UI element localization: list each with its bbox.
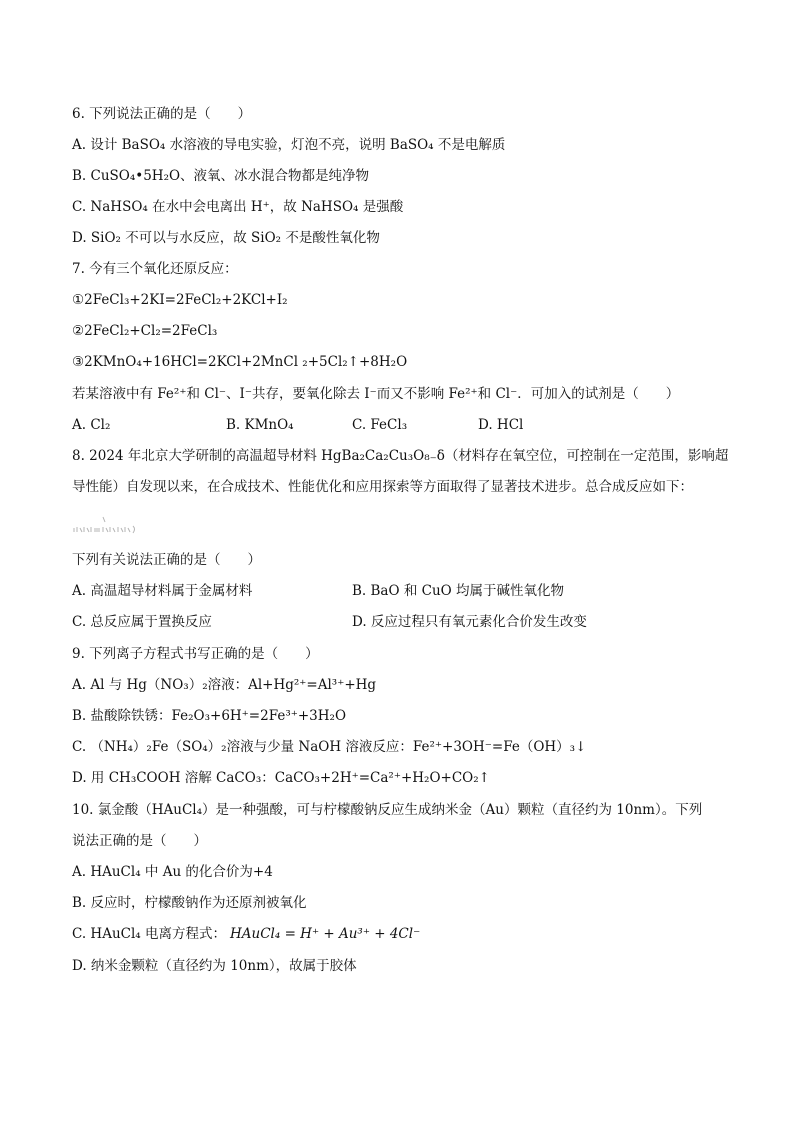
q7-option-a: A. Cl₂ [72,417,111,433]
q7-option-c: C. FeCl₃ [352,417,408,433]
q7-stem: 7. 今有三个氧化还原反应： [72,261,238,277]
q10-option-d: D. 纳米金颗粒（直径约为 10nm），故属于胶体 [72,958,357,974]
q7-option-b: B. KMnO₄ [226,417,294,433]
q10-option-c [72,924,420,944]
q6-option-c: C. NaHSO₄ 在水中会电离出 H⁺，故 NaHSO₄ 是强酸 [72,199,404,215]
q7-reaction-2: ②2FeCl₂+Cl₂=2FeCl₃ [72,323,218,339]
q6-stem: 6. 下列说法正确的是（ ） [72,106,252,122]
q9-option-b: B. 盐酸除铁锈：Fe₂O₃+6H⁺=2Fe³⁺+3H₂O [72,708,347,724]
q7-reaction-3: ③2KMnO₄+16HCl=2KCl+2MnCl ₂+5Cl₂↑+8H₂O [72,354,408,370]
q6-option-d: D. SiO₂ 不可以与水反应，故 SiO₂ 不是酸性氧化物 [72,230,380,246]
q8-question: 下列有关说法正确的是（ ） [72,552,261,568]
q8-option-a: A. 高温超导材料属于金属材料 [72,583,253,599]
q9-stem: 9. 下列离子方程式书写正确的是（ ） [72,646,319,662]
q10-ionization-equation: HAuCl₄ = H⁺ + Au³⁺ + 4Cl⁻ [230,926,421,942]
q10-option-b: B. 反应时，柠檬酸钠作为还原剂被氧化 [72,895,307,911]
q6-option-a: A. 设计 BaSO₄ 水溶液的导电实验，灯泡不亮，说明 BaSO₄ 不是电解质 [72,137,506,153]
q8-reaction-equation-image [72,514,138,536]
q8-option-d: D. 反应过程只有氧元素化合价发生改变 [352,614,587,630]
q10-option-a: A. HAuCl₄ 中 Au 的化合价为+4 [72,864,273,880]
q9-option-d: D. 用 CH₃COOH 溶解 CaCO₃：CaCO₃+2H⁺=Ca²⁺+H₂O+CO₂↑ [72,770,490,786]
q6-option-b: B. CuSO₄•5H₂O、液氧、冰水混合物都是纯净物 [72,168,370,184]
q10-stem-line1: 10. 氯金酸（HAuCl₄）是一种强酸，可与柠檬酸钠反应生成纳米金（Au）颗粒（直径约为 10nm）。下列 [72,802,703,818]
q10-option-c-label: C. HAuCl₄ 电离方程式： [72,926,226,942]
q8-stem-line1: 8. 2024 年北京大学研制的高温超导材料 HgBa₂Ca₂Cu₃O₈₋δ（材料存在氧空位，可控制在一定范围，影响超 [72,448,729,464]
q10-stem-line2: 说法正确的是（ ） [72,833,207,849]
q7-option-d: D. HCl [478,417,524,433]
q7-reaction-1: ①2FeCl₃+2KI=2FeCl₂+2KCl+I₂ [72,292,288,308]
q9-option-c: C. （NH₄）₂Fe（SO₄）₂溶液与少量 NaOH 溶液反应：Fe²⁺+3OH⁻=Fe（OH）₃↓ [72,739,587,755]
q7-question: 若某溶液中有 Fe²⁺和 Cl⁻、I⁻共存，要氧化除去 I⁻而又不影响 Fe²⁺和 Cl⁻．可加入的试剂是（ ） [72,386,680,402]
q8-option-b: B. BaO 和 CuO 均属于碱性氧化物 [352,583,565,599]
q8-option-c: C. 总反应属于置换反应 [72,614,212,630]
q9-option-a: A. Al 与 Hg（NO₃）₂溶液：Al+Hg²⁺=Al³⁺+Hg [72,677,377,693]
q8-stem-line2: 导性能）自发现以来，在合成技术、性能优化和应用探索等方面取得了显著技术进步。总合成反应如下： [72,479,693,495]
